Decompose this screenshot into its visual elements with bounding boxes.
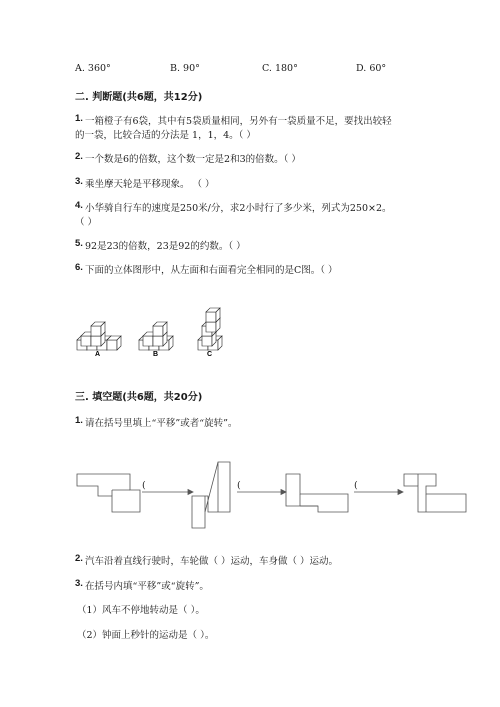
figure-a [77, 322, 121, 358]
question-text: 请在括号里填上“平移”或者“旋转”。 [85, 418, 238, 429]
choice-a[interactable]: A. 360° [75, 63, 111, 74]
paren-mark-2[interactable]: ( [237, 480, 241, 491]
question-number: 1. [75, 415, 83, 426]
section2-title: 二. 判断题(共6题，共12分) [75, 92, 203, 103]
question-text[interactable]: 一个数是6的倍数，这个数一定是2和3的倍数。（ ） [85, 154, 301, 165]
question-text[interactable]: 汽车沿着直线行驶时，车轮做（ ）运动，车身做（ ）运动。 [85, 556, 339, 567]
question-number: 3. [75, 176, 83, 187]
question-text[interactable]: 下面的立体图形中，从左面和右面看完全相同的是C图。（ ） [85, 265, 338, 276]
shape-2 [192, 462, 230, 528]
question-text[interactable]: 92是23的倍数，23是92的约数。（ ） [85, 241, 246, 252]
paren-mark-1[interactable]: ( [142, 480, 146, 491]
shape-3 [286, 474, 348, 512]
question-number: 6. [75, 262, 83, 273]
sub-question-2[interactable]: （2）钟面上秒针的运动是（ ）。 [77, 630, 215, 641]
sub-question-1[interactable]: （1）风车不停地转动是（ ）。 [77, 605, 205, 616]
figure-c [198, 308, 222, 358]
question-number: 1. [75, 113, 83, 124]
figure-label-b: B [153, 351, 159, 358]
question-number: 5. [75, 238, 83, 249]
choice-b[interactable]: B. 90° [170, 63, 200, 74]
question-number: 2. [75, 151, 83, 162]
figure-label-c: C [207, 351, 213, 358]
shape-1 [77, 474, 140, 512]
figure-label-a: A [95, 351, 101, 358]
section3-title: 三. 填空题(共6题，共20分) [75, 392, 203, 403]
shape-4 [404, 474, 466, 512]
choice-d[interactable]: D. 60° [356, 63, 387, 74]
question-text-line2[interactable]: （ ） [75, 217, 98, 228]
question-text: 在括号内填“平移”或“旋转”。 [85, 581, 209, 592]
question-text[interactable]: 乘坐摩天轮是平移现象。 （ ） [85, 179, 215, 190]
arrow-1 [142, 490, 193, 495]
question-text-line2[interactable]: 的一袋，比较合适的分法是 1，1，4。（ ） [75, 130, 256, 141]
question-text: 小华骑自行车的速度是250米/分，求2小时行了多少米，列式为250×2。 [85, 203, 392, 214]
question-number: 4. [75, 200, 83, 211]
paren-mark-3[interactable]: ( [354, 480, 358, 491]
arrow-3 [354, 490, 403, 495]
figure-b [139, 322, 173, 358]
arrow-2 [237, 490, 286, 495]
choice-c[interactable]: C. 180° [262, 63, 298, 74]
question-number: 2. [75, 553, 83, 564]
question-text: 一箱橙子有6袋，其中有5袋质量相同，另外有一袋质量不足，要找出较轻 [85, 116, 392, 127]
question-number: 3. [75, 578, 83, 589]
